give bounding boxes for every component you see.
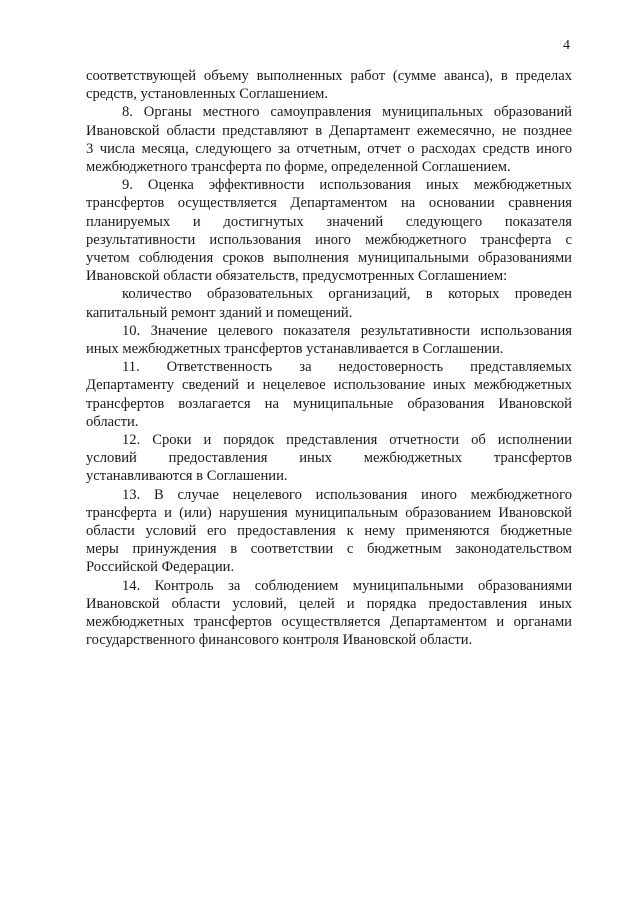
text-line: 14. Контроль за соблюдением муниципальными образованиями [122,577,572,594]
text-line: меры принуждения в соответствии с бюджетным законодательством [86,541,572,558]
text-line: области. [86,413,139,430]
paragraph-item-10 [86,322,572,358]
text-line: межбюджетных трансфертов осуществляется Департаментом и органами [86,614,572,631]
text-line: средств, установленных Соглашением. [86,86,329,103]
paragraph-indicator [86,285,572,321]
paragraph-item-14 [86,577,572,650]
paragraph-item-12 [86,431,572,486]
text-line: 12. Сроки и порядок представления отчетности об исполнении [122,432,572,449]
text-line: капитальный ремонт зданий и помещений. [86,304,353,321]
paragraph-item-13 [86,486,572,577]
paragraph-item-8 [86,103,572,176]
paragraph-item-9 [86,176,572,285]
text-line: Департаменту сведений и нецелевое использование иных межбюджетных [86,377,572,394]
text-line: устанавливаются в Соглашении. [86,468,288,485]
text-line: количество образовательных организаций, в которых проведен [122,286,572,303]
text-line: 8. Органы местного самоуправления муниципальных образований [122,104,572,121]
text-line: Ивановской области представляют в Департамент ежемесячно, не позднее [86,122,572,139]
paragraph-item-11 [86,358,572,431]
text-line: трансфертов осуществляется Департаментом на основании сравнения [86,195,572,212]
text-line: государственного финансового контроля Ивановской области. [86,632,473,649]
text-line: Ивановской области условий, целей и порядка предоставления иных [86,595,572,612]
text-line: области условий его предоставления к нему применяются бюджетные [86,523,572,540]
text-line: планируемых и достигнутых значений следующего показателя [86,213,572,230]
text-line: учетом соблюдения сроков выполнения муниципальными образованиями [86,250,572,267]
text-line: условий предоставления иных межбюджетных трансфертов [86,450,572,467]
text-line: результативности использования иного межбюджетного трансферта с [86,231,572,248]
text-line: Ивановской области обязательств, предусмотренных Соглашением: [86,268,508,285]
text-line: трансферта и (или) нарушения муниципальным образованием Ивановской [86,504,572,521]
text-line: 13. В случае нецелевого использования иного межбюджетного [122,486,572,503]
text-line: 10. Значение целевого показателя результативности использования [122,322,572,339]
text-line: соответствующей объему выполненных работ (сумме аванса), в пределах [86,68,572,84]
page-number: 4 [563,38,570,53]
text-line: Российской Федерации. [86,559,235,576]
text-line: 3 числа месяца, следующего за отчетным, отчет о расходах средств иного [86,140,572,157]
paragraph [86,67,572,103]
text-line: трансфертов возлагается на муниципальные образования Ивановской [86,395,572,412]
text-line: 11. Ответственность за недостоверность представляемых [122,359,572,376]
text-line: 9. Оценка эффективности использования иных межбюджетных [122,177,572,194]
text-line: иных межбюджетных трансфертов устанавливается в Соглашении. [86,341,504,358]
text-line: межбюджетного трансферта по форме, определенной Соглашением. [86,159,511,176]
document-body [86,67,572,650]
